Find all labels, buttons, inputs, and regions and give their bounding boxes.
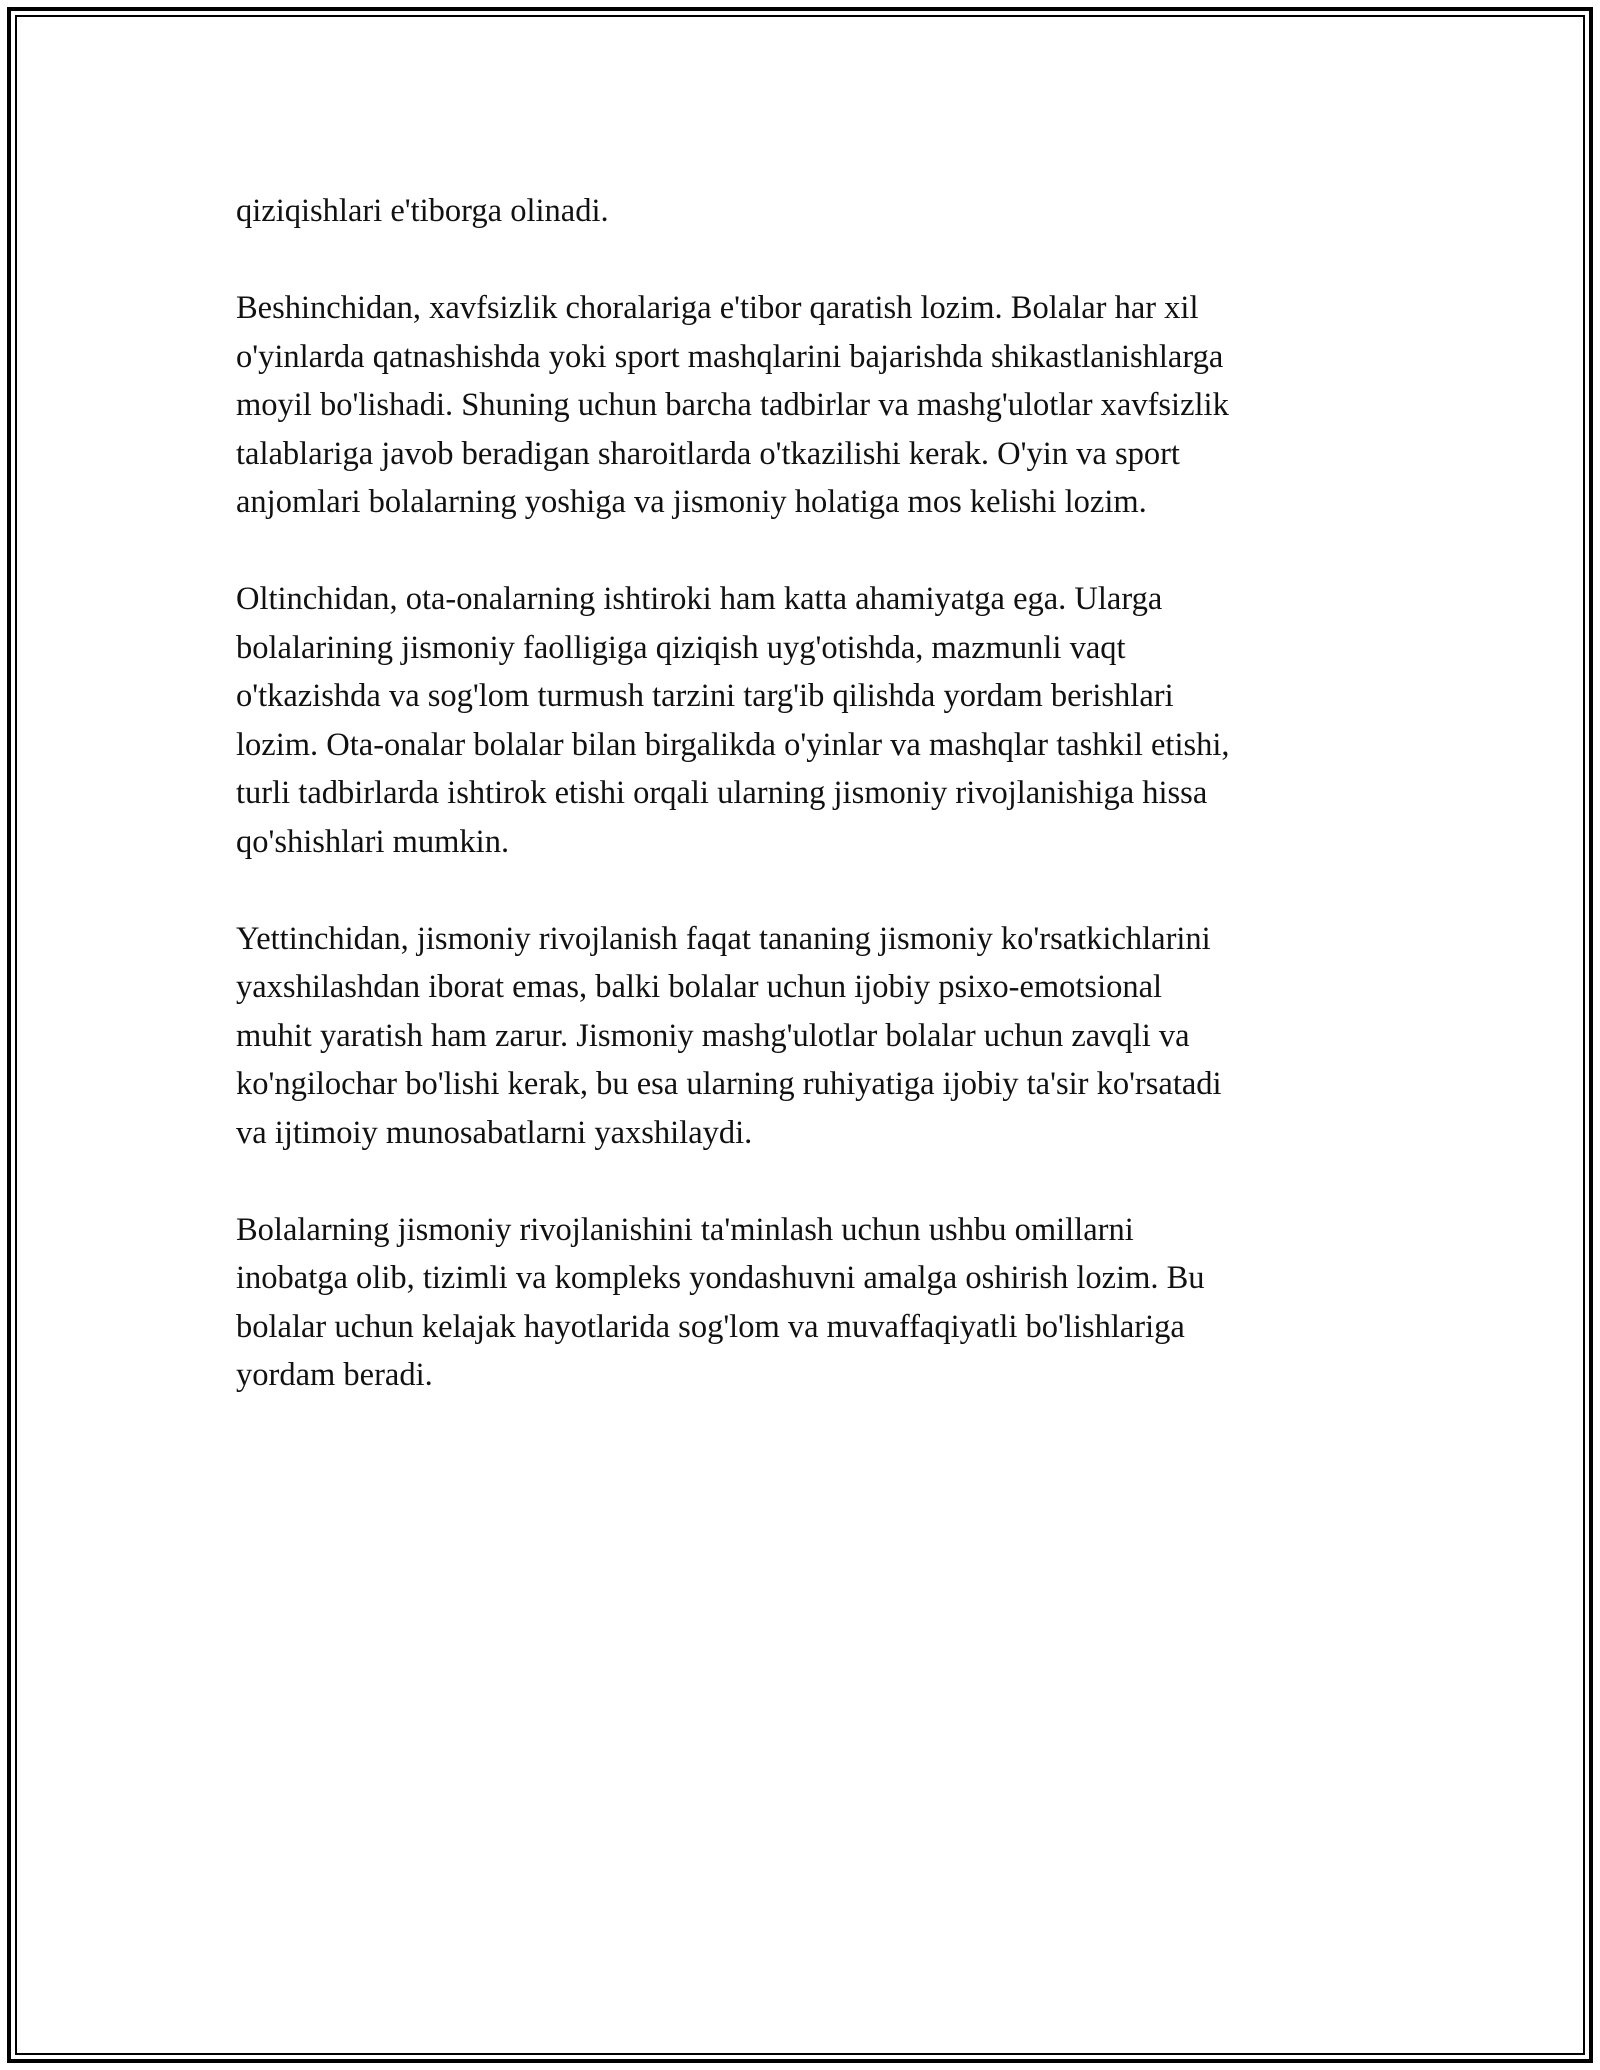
text-line: bolalarining jismoniy faolligiga qiziqish uyg'otishda, mazmunli vaqt bbox=[236, 629, 1126, 666]
text-line: qo'shishlari mumkin. bbox=[236, 823, 510, 860]
text-line: yordam beradi. bbox=[236, 1357, 433, 1393]
paragraph-3 bbox=[236, 575, 1366, 866]
text-line: Beshinchidan, xavfsizlik choralariga e'tibor qaratish lozim. Bolalar har xil bbox=[236, 290, 1199, 326]
text-line: qiziqishlari e'tiborga olinadi. bbox=[236, 193, 609, 229]
text-line: Oltinchidan, ota-onalarning ishtiroki ham katta ahamiyatga ega. Ularga bbox=[236, 581, 1163, 617]
text-line: inobatga olib, tizimli va kompleks yondashuvni amalga oshirish lozim. Bu bbox=[236, 1260, 1205, 1296]
text-line: Bolalarning jismoniy rivojlanishini ta'minlash uchun ushbu omillarni bbox=[236, 1211, 1134, 1248]
text-line: va ijtimoiy munosabatlarni yaxshilaydi. bbox=[236, 1114, 753, 1151]
paragraph-2 bbox=[236, 284, 1366, 527]
paragraph-1 bbox=[236, 187, 1366, 236]
text-line: turli tadbirlarda ishtirok etishi orqali ularning jismoniy rivojlanishiga hissa bbox=[236, 775, 1208, 811]
text-line: Yettinchidan, jismoniy rivojlanish faqat tananing jismoniy ko'rsatkichlarini bbox=[236, 920, 1211, 957]
paragraph-5 bbox=[236, 1206, 1366, 1400]
text-line: moyil bo'lishadi. Shuning uchun barcha tadbirlar va mashg'ulotlar xavfsizlik bbox=[236, 387, 1229, 423]
document-body bbox=[236, 187, 1366, 1448]
text-line: yaxshilashdan iborat emas, balki bolalar uchun ijobiy psixo-emotsional bbox=[236, 969, 1163, 1005]
text-line: bolalar uchun kelajak hayotlarida sog'lom va muvaffaqiyatli bo'lishlariga bbox=[236, 1308, 1185, 1345]
text-line: o'yinlarda qatnashishda yoki sport mashqlarini bajarishda shikastlanishlarga bbox=[236, 338, 1224, 375]
text-line: ko'ngilochar bo'lishi kerak, bu esa ularning ruhiyatiga ijobiy ta'sir ko'rsatadi bbox=[236, 1066, 1222, 1102]
text-line: lozim. Ota-onalar bolalar bilan birgalikda o'yinlar va mashqlar tashkil etishi, bbox=[236, 726, 1230, 763]
text-line: muhit yaratish ham zarur. Jismoniy mashg'ulotlar bolalar uchun zavqli va bbox=[236, 1017, 1190, 1054]
text-line: talablariga javob beradigan sharoitlarda o'tkazilishi kerak. O'yin va sport bbox=[236, 435, 1180, 472]
paragraph-4 bbox=[236, 915, 1366, 1158]
text-line: o'tkazishda va sog'lom turmush tarzini targ'ib qilishda yordam berishlari bbox=[236, 678, 1174, 714]
text-line: anjomlari bolalarning yoshiga va jismoniy holatiga mos kelishi lozim. bbox=[236, 484, 1147, 520]
